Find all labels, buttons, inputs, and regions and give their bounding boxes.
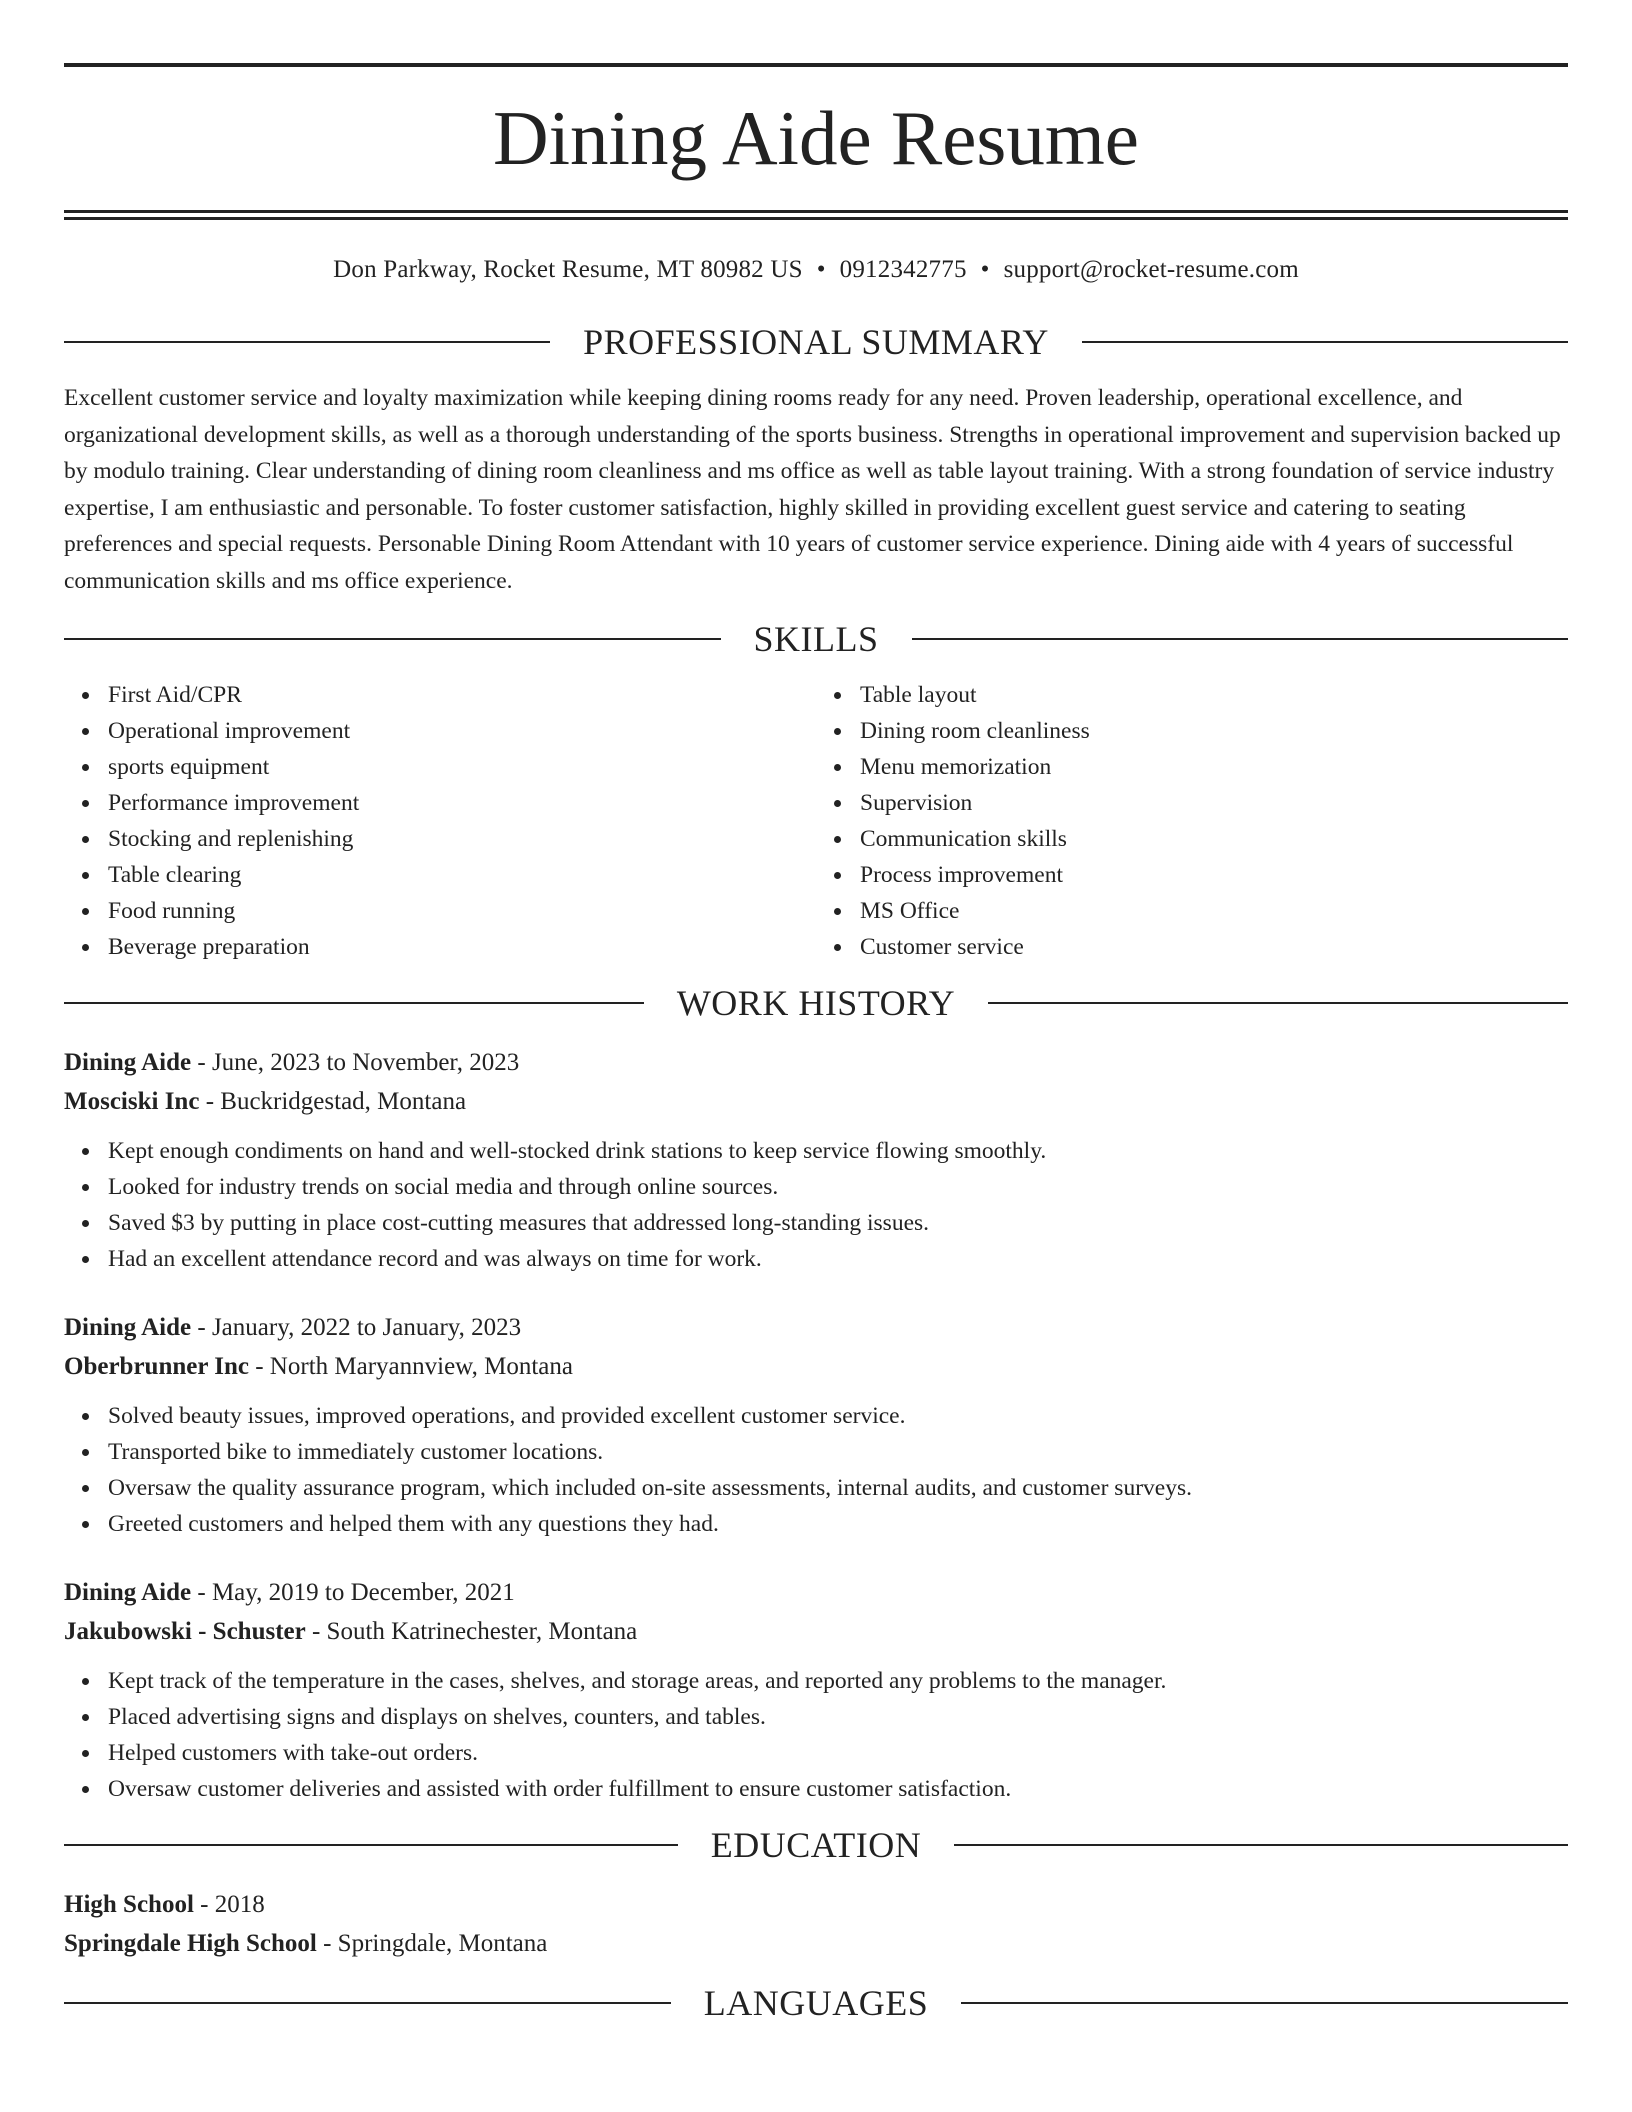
skill-item: Process improvement bbox=[860, 857, 1568, 893]
skills-column-right bbox=[816, 677, 1568, 965]
education-location: - Springdale, Montana bbox=[316, 1930, 548, 1957]
skill-item: Beverage preparation bbox=[108, 929, 816, 965]
job-bullet: Oversaw the quality assurance program, which included on-site assessments, internal audits, and customer surveys. bbox=[108, 1470, 1568, 1506]
education-school: Springdale High School bbox=[64, 1930, 317, 1957]
skill-item: Performance improvement bbox=[108, 785, 816, 821]
job-location: - South Katrinechester, Montana bbox=[305, 1618, 638, 1645]
heading-rule-right bbox=[961, 2002, 1568, 2004]
heading-rule-left bbox=[64, 341, 550, 343]
skills-column-left bbox=[64, 677, 816, 965]
job-bullet: Kept enough condiments on hand and well-stocked drink stations to keep service flowing smoothly. bbox=[108, 1133, 1568, 1169]
education-year: - 2018 bbox=[193, 1891, 265, 1918]
summary-heading bbox=[64, 320, 1568, 364]
job-bullet: Kept track of the temperature in the cases, shelves, and storage areas, and reported any problems to the manager. bbox=[108, 1663, 1568, 1699]
contact-line bbox=[64, 256, 1568, 284]
job-bullet: Greeted customers and helped them with any questions they had. bbox=[108, 1506, 1568, 1542]
job-company: Mosciski Inc bbox=[64, 1088, 200, 1115]
skills-heading bbox=[64, 617, 1568, 661]
skills-list bbox=[64, 677, 1568, 965]
heading-rule-left bbox=[64, 2002, 671, 2004]
heading-rule-right bbox=[912, 638, 1569, 640]
job-bullet: Solved beauty issues, improved operations, and provided excellent customer service. bbox=[108, 1398, 1568, 1434]
languages-heading-label: LANGUAGES bbox=[703, 1983, 929, 2023]
job-bullet: Transported bike to immediately customer locations. bbox=[108, 1434, 1568, 1470]
skill-item: sports equipment bbox=[108, 749, 816, 785]
education-degree-line bbox=[64, 1885, 1568, 1924]
job-company: Oberbrunner Inc bbox=[64, 1353, 249, 1380]
skill-item: MS Office bbox=[860, 893, 1568, 929]
heading-rule-right bbox=[1082, 341, 1568, 343]
work-heading bbox=[64, 981, 1568, 1025]
contact-separator: • bbox=[816, 256, 826, 283]
education-entry bbox=[64, 1885, 1568, 1963]
job-location: - North Maryannview, Montana bbox=[248, 1353, 573, 1380]
skill-item: Supervision bbox=[860, 785, 1568, 821]
heading-rule-left bbox=[64, 1002, 644, 1004]
job-bullet: Helped customers with take-out orders. bbox=[108, 1735, 1568, 1771]
education-heading bbox=[64, 1823, 1568, 1867]
contact-phone: 0912342775 bbox=[839, 256, 967, 283]
contact-separator: • bbox=[980, 256, 990, 283]
education-heading-label: EDUCATION bbox=[710, 1825, 922, 1865]
job-title-line bbox=[64, 1573, 1568, 1612]
contact-email: support@rocket-resume.com bbox=[1003, 256, 1299, 283]
heading-rule-left bbox=[64, 1844, 678, 1846]
job-title-line bbox=[64, 1043, 1568, 1082]
title-block bbox=[64, 67, 1568, 210]
job-bullets bbox=[64, 1133, 1568, 1277]
job-bullets bbox=[64, 1398, 1568, 1542]
resume-title: Dining Aide Resume bbox=[493, 95, 1139, 181]
heading-rule-left bbox=[64, 638, 721, 640]
skill-item: Dining room cleanliness bbox=[860, 713, 1568, 749]
job-bullet: Had an excellent attendance record and was always on time for work. bbox=[108, 1241, 1568, 1277]
skills-heading-label: SKILLS bbox=[753, 619, 879, 659]
job-dates: - May, 2019 to December, 2021 bbox=[191, 1579, 515, 1606]
education-school-line bbox=[64, 1924, 1568, 1963]
summary-heading-label: PROFESSIONAL SUMMARY bbox=[583, 322, 1049, 362]
job-company-line bbox=[64, 1082, 1568, 1121]
skill-item: Communication skills bbox=[860, 821, 1568, 857]
skill-item: Stocking and replenishing bbox=[108, 821, 816, 857]
work-heading-label: WORK HISTORY bbox=[676, 983, 956, 1023]
job-bullet: Oversaw customer deliveries and assisted with order fulfillment to ensure customer satisfaction. bbox=[108, 1771, 1568, 1807]
job-entry bbox=[64, 1043, 1568, 1277]
job-company-line bbox=[64, 1612, 1568, 1651]
heading-rule-right bbox=[988, 1002, 1568, 1004]
summary-text: Excellent customer service and loyalty maximization while keeping dining rooms ready for any need. Proven leadership, operational excellence, and organizational development skills, as well as a thorough understanding of the sports business. Strengths in operational improvement and supervision backed up by modulo training. Clear understanding of dining room cleanliness and ms office as well as table layout training. With a strong foundation of service industry expertise, I am enthusiastic and personable. To foster customer satisfaction, highly skilled in providing excellent guest service and catering to seating preferences and special requests. Personable Dining Room Attendant with 10 years of customer service experience. Dining aide with 4 years of successful communication skills and ms office experience. bbox=[64, 385, 1561, 594]
job-title: Dining Aide bbox=[64, 1049, 192, 1076]
title-double-rule bbox=[64, 210, 1568, 220]
job-dates: - January, 2022 to January, 2023 bbox=[191, 1314, 522, 1341]
job-dates: - June, 2023 to November, 2023 bbox=[191, 1049, 520, 1076]
job-company-line bbox=[64, 1347, 1568, 1386]
skill-item: Table clearing bbox=[108, 857, 816, 893]
job-bullet: Placed advertising signs and displays on shelves, counters, and tables. bbox=[108, 1699, 1568, 1735]
heading-rule-right bbox=[954, 1844, 1568, 1846]
education-degree: High School bbox=[64, 1891, 194, 1918]
languages-heading bbox=[64, 1981, 1568, 2025]
skill-item: Food running bbox=[108, 893, 816, 929]
contact-address: Don Parkway, Rocket Resume, MT 80982 US bbox=[333, 256, 803, 283]
job-company: Jakubowski - Schuster bbox=[64, 1618, 306, 1645]
skill-item: Table layout bbox=[860, 677, 1568, 713]
job-location: - Buckridgestad, Montana bbox=[199, 1088, 467, 1115]
skill-item: Menu memorization bbox=[860, 749, 1568, 785]
job-bullet: Looked for industry trends on social media and through online sources. bbox=[108, 1169, 1568, 1205]
job-title-line bbox=[64, 1308, 1568, 1347]
job-entry bbox=[64, 1308, 1568, 1542]
skill-item: Operational improvement bbox=[108, 713, 816, 749]
job-bullet: Saved $3 by putting in place cost-cutting measures that addressed long-standing issues. bbox=[108, 1205, 1568, 1241]
job-bullets bbox=[64, 1663, 1568, 1807]
skill-item: Customer service bbox=[860, 929, 1568, 965]
job-title: Dining Aide bbox=[64, 1579, 192, 1606]
skill-item: First Aid/CPR bbox=[108, 677, 816, 713]
job-title: Dining Aide bbox=[64, 1314, 192, 1341]
job-entry bbox=[64, 1573, 1568, 1807]
